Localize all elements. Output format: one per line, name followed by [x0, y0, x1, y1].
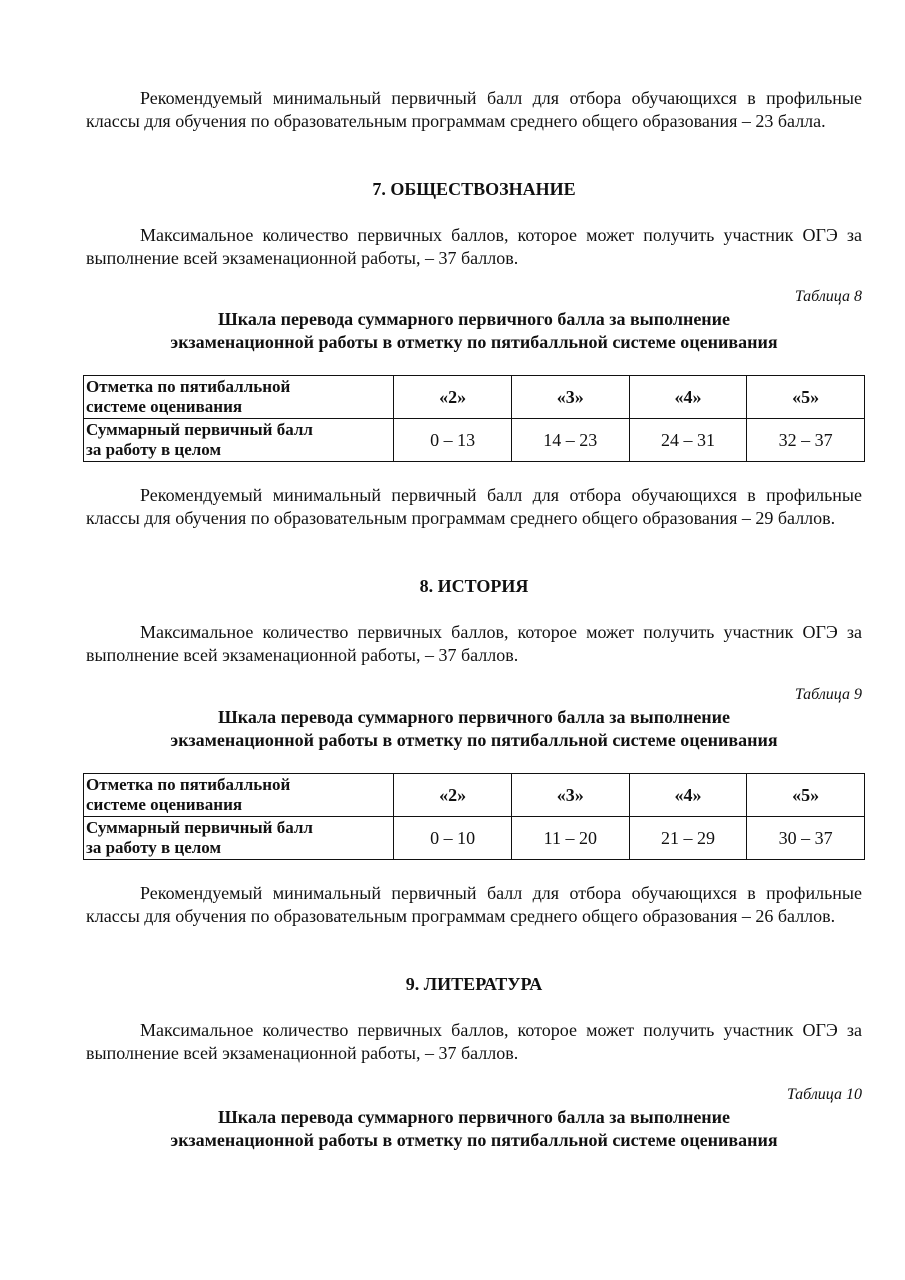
table-title-10-line-2: экзаменационной работы в отметку по пятибалльной системе оценивания: [170, 1130, 778, 1150]
table-title-9: [86, 706, 862, 752]
table-number-10: Таблица 10: [786, 1086, 862, 1103]
paragraph-min-score-history: Рекомендуемый минимальный первичный балл для отбора обучающихся в профильные классы для обучения по образовательным программам среднего общего образования – 26 баллов.: [86, 883, 862, 926]
row-header-grade: [84, 774, 394, 817]
row-header-score: [84, 419, 394, 462]
paragraph-max-score-social-studies: Максимальное количество первичных баллов, которое может получить участник ОГЭ за выполнение всей экзаменационной работы, – 37 баллов.: [86, 225, 862, 268]
table-title-10: [86, 1106, 862, 1152]
section-heading-history: 8. ИСТОРИЯ: [419, 576, 529, 596]
score-range-cell: 14 – 23: [511, 419, 629, 462]
table-row: [84, 376, 865, 419]
score-range-cell: 24 – 31: [629, 419, 747, 462]
score-scale-table-9: [83, 773, 865, 860]
score-range-cell: 11 – 20: [511, 817, 629, 860]
table-row: [84, 419, 865, 462]
row-header-line: системе оценивания: [86, 397, 243, 416]
table-number-9: Таблица 9: [794, 686, 862, 703]
table-title-8-line-1: Шкала перевода суммарного первичного балла за выполнение: [217, 309, 731, 329]
table-title-8-line-2: экзаменационной работы в отметку по пятибалльной системе оценивания: [170, 332, 778, 352]
row-header-score: [84, 817, 394, 860]
table-title-9-line-2: экзаменационной работы в отметку по пятибалльной системе оценивания: [170, 730, 778, 750]
grade-cell: «4»: [629, 376, 747, 419]
grade-cell: «2»: [394, 774, 512, 817]
row-header-line: Суммарный первичный балл: [86, 818, 313, 837]
table-row: [84, 774, 865, 817]
score-range-cell: 30 – 37: [747, 817, 865, 860]
table-row: [84, 817, 865, 860]
row-header-line: Суммарный первичный балл: [86, 420, 313, 439]
grade-cell: «5»: [747, 376, 865, 419]
section-heading-social-studies: 7. ОБЩЕСТВОЗНАНИЕ: [372, 179, 576, 199]
row-header-line: за работу в целом: [86, 838, 222, 857]
table-number-8: Таблица 8: [794, 288, 862, 305]
score-range-cell: 21 – 29: [629, 817, 747, 860]
grade-cell: «3»: [511, 774, 629, 817]
row-header-grade: [84, 376, 394, 419]
paragraph-min-score-social-studies: Рекомендуемый минимальный первичный балл для отбора обучающихся в профильные классы для обучения по образовательным программам среднего общего образования – 29 баллов.: [86, 485, 862, 528]
row-header-line: системе оценивания: [86, 795, 243, 814]
table-title-8: [86, 308, 862, 354]
paragraph-max-score-history: Максимальное количество первичных баллов, которое может получить участник ОГЭ за выполнение всей экзаменационной работы, – 37 баллов.: [86, 622, 862, 665]
table-title-10-line-1: Шкала перевода суммарного первичного балла за выполнение: [217, 1107, 731, 1127]
score-range-cell: 0 – 10: [394, 817, 512, 860]
paragraph-min-score-previous: Рекомендуемый минимальный первичный балл для отбора обучающихся в профильные классы для обучения по образовательным программам среднего общего образования – 23 балла.: [86, 88, 862, 131]
grade-cell: «5»: [747, 774, 865, 817]
score-range-cell: 32 – 37: [747, 419, 865, 462]
section-heading-literature: 9. ЛИТЕРАТУРА: [405, 974, 543, 994]
grade-cell: «4»: [629, 774, 747, 817]
row-header-line: за работу в целом: [86, 440, 222, 459]
grade-cell: «3»: [511, 376, 629, 419]
row-header-line: Отметка по пятибалльной: [86, 775, 291, 794]
table-title-9-line-1: Шкала перевода суммарного первичного балла за выполнение: [217, 707, 731, 727]
row-header-line: Отметка по пятибалльной: [86, 377, 291, 396]
score-scale-table-8: [83, 375, 865, 462]
score-range-cell: 0 – 13: [394, 419, 512, 462]
paragraph-max-score-literature: Максимальное количество первичных баллов, которое может получить участник ОГЭ за выполнение всей экзаменационной работы, – 37 баллов.: [86, 1020, 862, 1063]
grade-cell: «2»: [394, 376, 512, 419]
